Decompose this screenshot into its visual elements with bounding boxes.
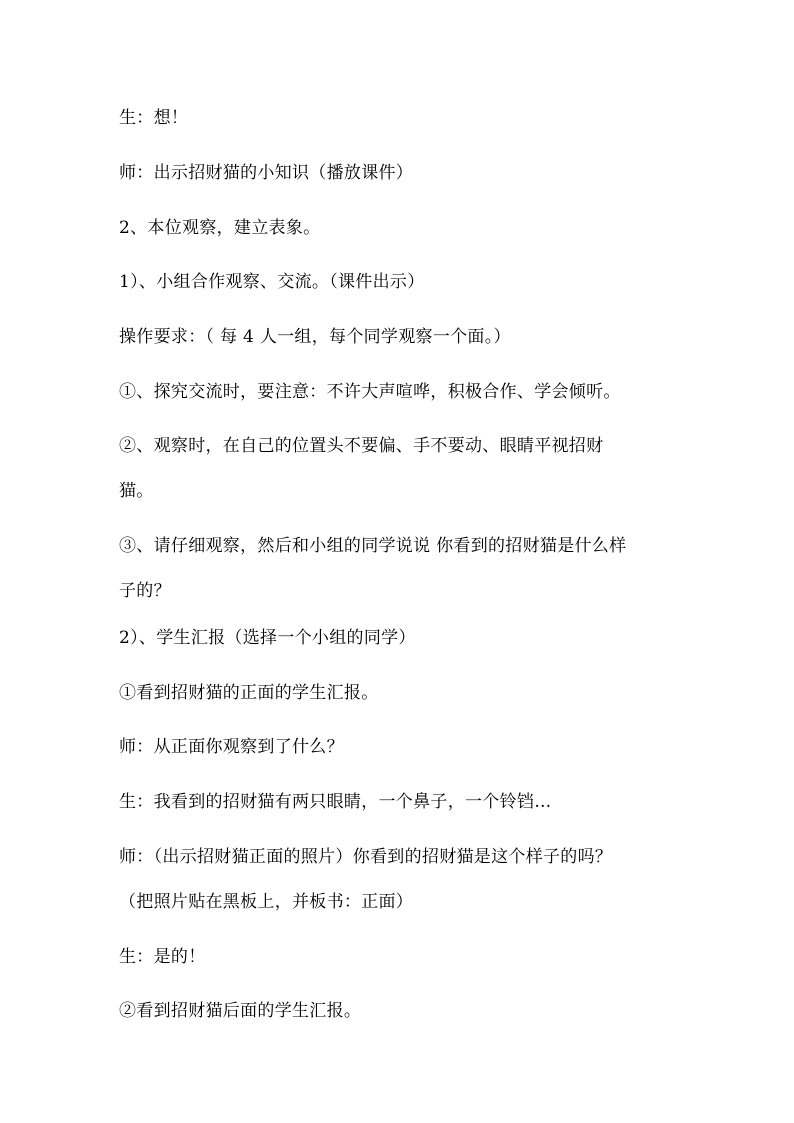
text-line: 操作要求：（ 每 4 人一组，每个同学观察一个面。） (119, 327, 511, 347)
text-line: ①看到招财猫的正面的学生汇报。 (119, 683, 379, 703)
text-line: 生：是的！ (119, 947, 206, 967)
text-line: （把照片贴在黑板上，并板书：正面） (119, 892, 414, 912)
text-line: ②、观察时，在自己的位置头不要偏、手不要动、眼睛平视招财 (119, 436, 604, 456)
text-line: 师：（出示招财猫正面的照片）你看到的招财猫是这个样子的吗？ (119, 847, 613, 867)
text-line: 子的？ (119, 581, 171, 601)
text-line: 猫。 (119, 481, 154, 501)
text-line: 师：出示招财猫的小知识（播放课件） (119, 163, 414, 183)
text-line: 师：从正面你观察到了什么？ (119, 737, 344, 757)
text-line: 生：想！ (119, 108, 189, 128)
text-line: ①、探究交流时，要注意：不许大声喧哗，积极合作、学会倾听。 (119, 382, 621, 402)
text-line: 生：我看到的招财猫有两只眼睛，一个鼻子，一个铃铛… (119, 792, 552, 812)
text-line: ②看到招财猫后面的学生汇报。 (119, 1001, 362, 1021)
text-line: 2、本位观察，建立表象。 (119, 218, 321, 238)
text-line: ③、请仔细观察，然后和小组的同学说说 你看到的招财猫是什么样 (119, 536, 627, 556)
text-line: 2）、学生汇报（选择一个小组的同学） (119, 628, 416, 648)
text-line: 1）、小组合作观察、交流。（课件出示） (119, 272, 425, 292)
